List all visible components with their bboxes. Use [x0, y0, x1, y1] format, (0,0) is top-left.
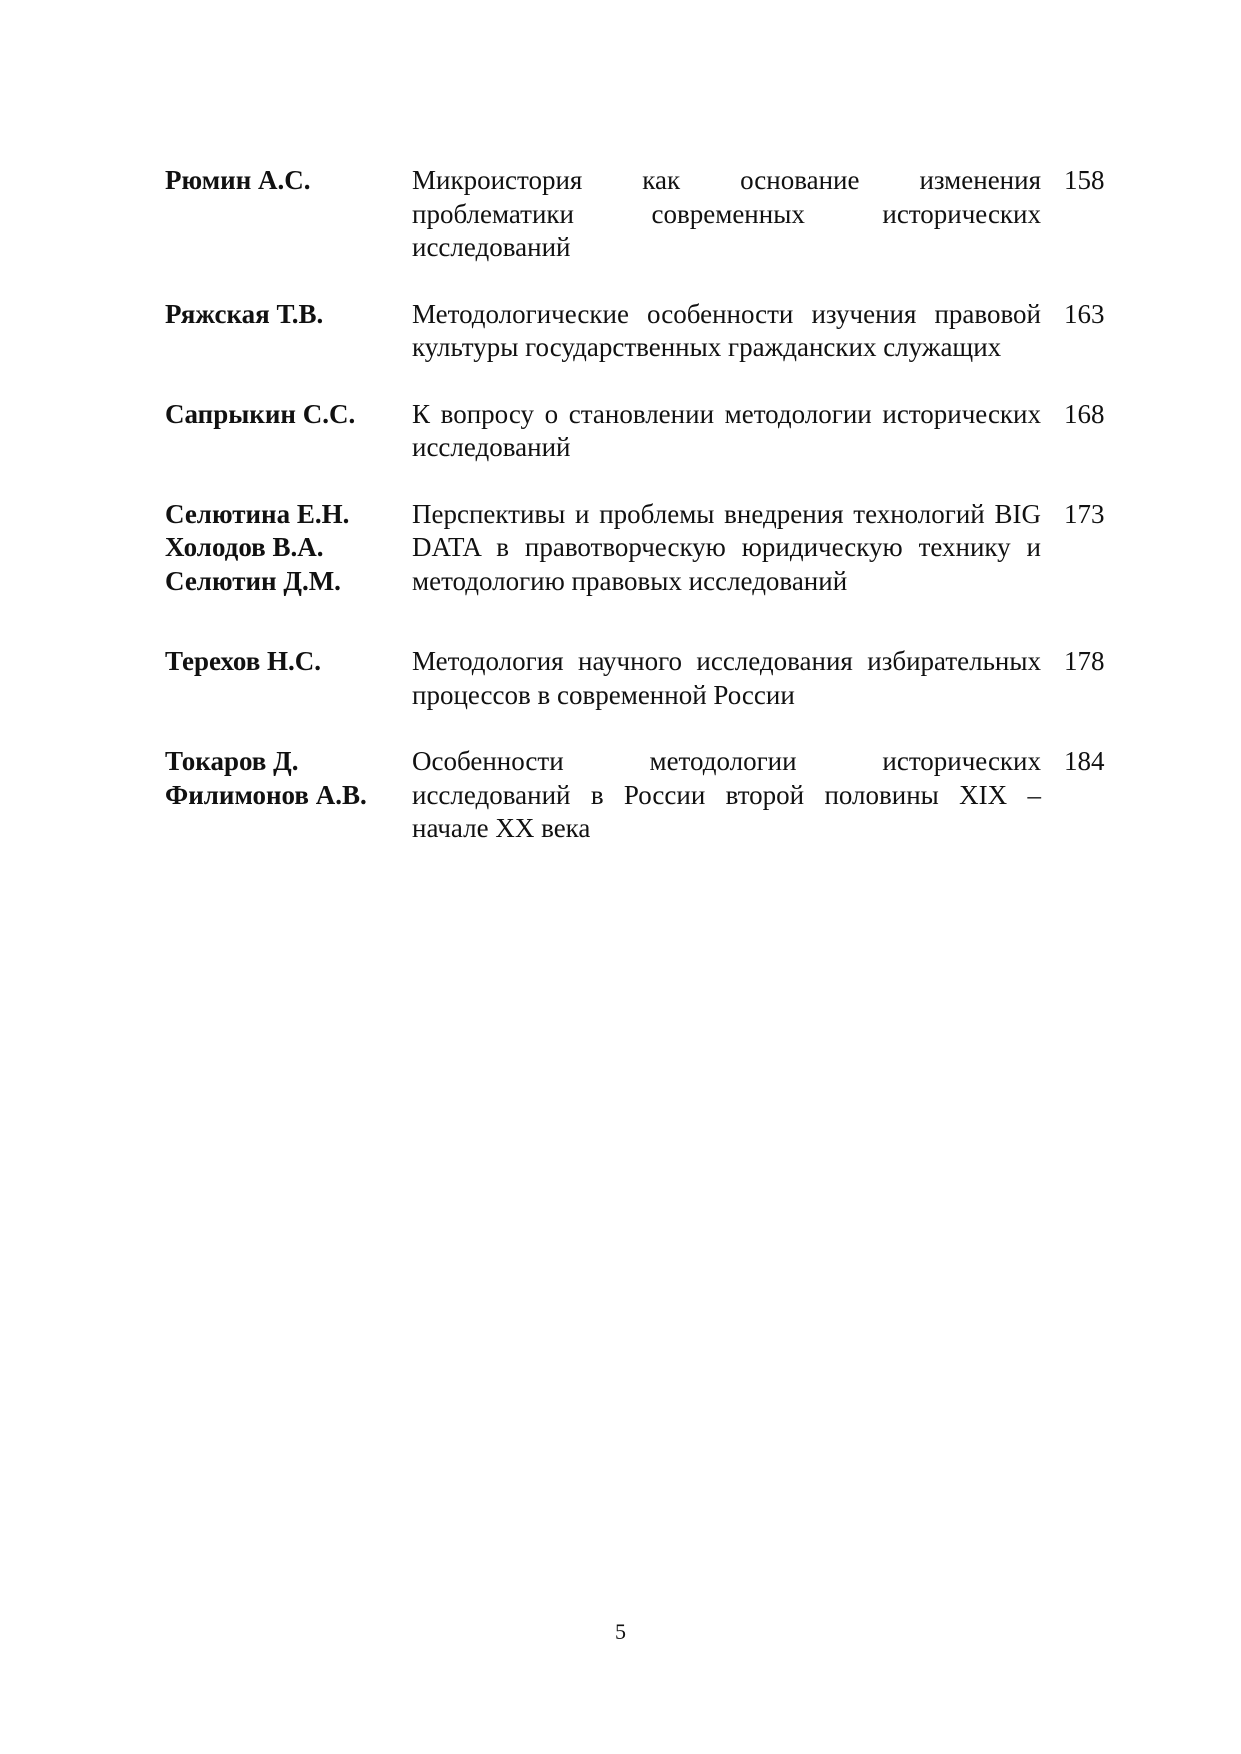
- toc-entry[interactable]: [165, 398, 1105, 465]
- toc-entry-page[interactable]: 178: [1064, 646, 1105, 676]
- author-name: Ряжская Т.В.: [165, 298, 324, 329]
- toc-entry-authors: [165, 645, 412, 679]
- toc-entry-page[interactable]: 168: [1064, 398, 1105, 429]
- toc-entry-authors: [165, 498, 412, 599]
- table-of-contents: [165, 164, 1105, 846]
- author-name: Терехов Н.С.: [165, 646, 322, 676]
- toc-entry-page[interactable]: 173: [1064, 498, 1105, 529]
- toc-entry-page[interactable]: 158: [1064, 165, 1105, 195]
- toc-entry-authors: [165, 745, 412, 812]
- author-name: Токаров Д.: [165, 746, 299, 776]
- toc-entry-title[interactable]: К вопросу о становлении методологии исторических исследований: [412, 398, 1041, 462]
- toc-entry-authors: [165, 164, 412, 198]
- author-name: Рюмин А.С.: [165, 165, 311, 195]
- author-name: Селютин Д.М.: [165, 565, 341, 596]
- toc-entry-title[interactable]: Особенности методологии исторических исследований в России второй половины XIX – начале XX века: [412, 746, 1041, 843]
- toc-entry-title[interactable]: Микроистория как основание изменения проблематики современных исторических исследований: [412, 165, 1041, 262]
- toc-entry-title[interactable]: Перспективы и проблемы внедрения технологий BIG DATA в правотворческую юридическую технику и методологию правовых исследований: [412, 498, 1041, 596]
- toc-entry-authors: [165, 398, 412, 432]
- author-name: Сапрыкин С.С.: [165, 398, 356, 429]
- toc-entry-title[interactable]: Методологические особенности изучения правовой культуры государственных гражданских служащих: [412, 298, 1041, 362]
- author-name: Холодов В.А.: [165, 532, 324, 562]
- toc-entry-page[interactable]: 184: [1064, 746, 1105, 776]
- toc-entry[interactable]: [165, 164, 1105, 265]
- toc-entry[interactable]: [165, 645, 1105, 712]
- toc-entry-authors: [165, 298, 412, 332]
- page-number: 5: [615, 1619, 626, 1644]
- toc-entry[interactable]: [165, 498, 1105, 599]
- toc-entry[interactable]: [165, 298, 1105, 365]
- author-name: Селютина Е.Н.: [165, 498, 350, 529]
- toc-entry[interactable]: [165, 745, 1105, 846]
- author-name: Филимонов А.В.: [165, 779, 367, 810]
- toc-entry-page[interactable]: 163: [1064, 298, 1105, 329]
- toc-entry-title[interactable]: Методология научного исследования избирательных процессов в современной России: [412, 646, 1041, 710]
